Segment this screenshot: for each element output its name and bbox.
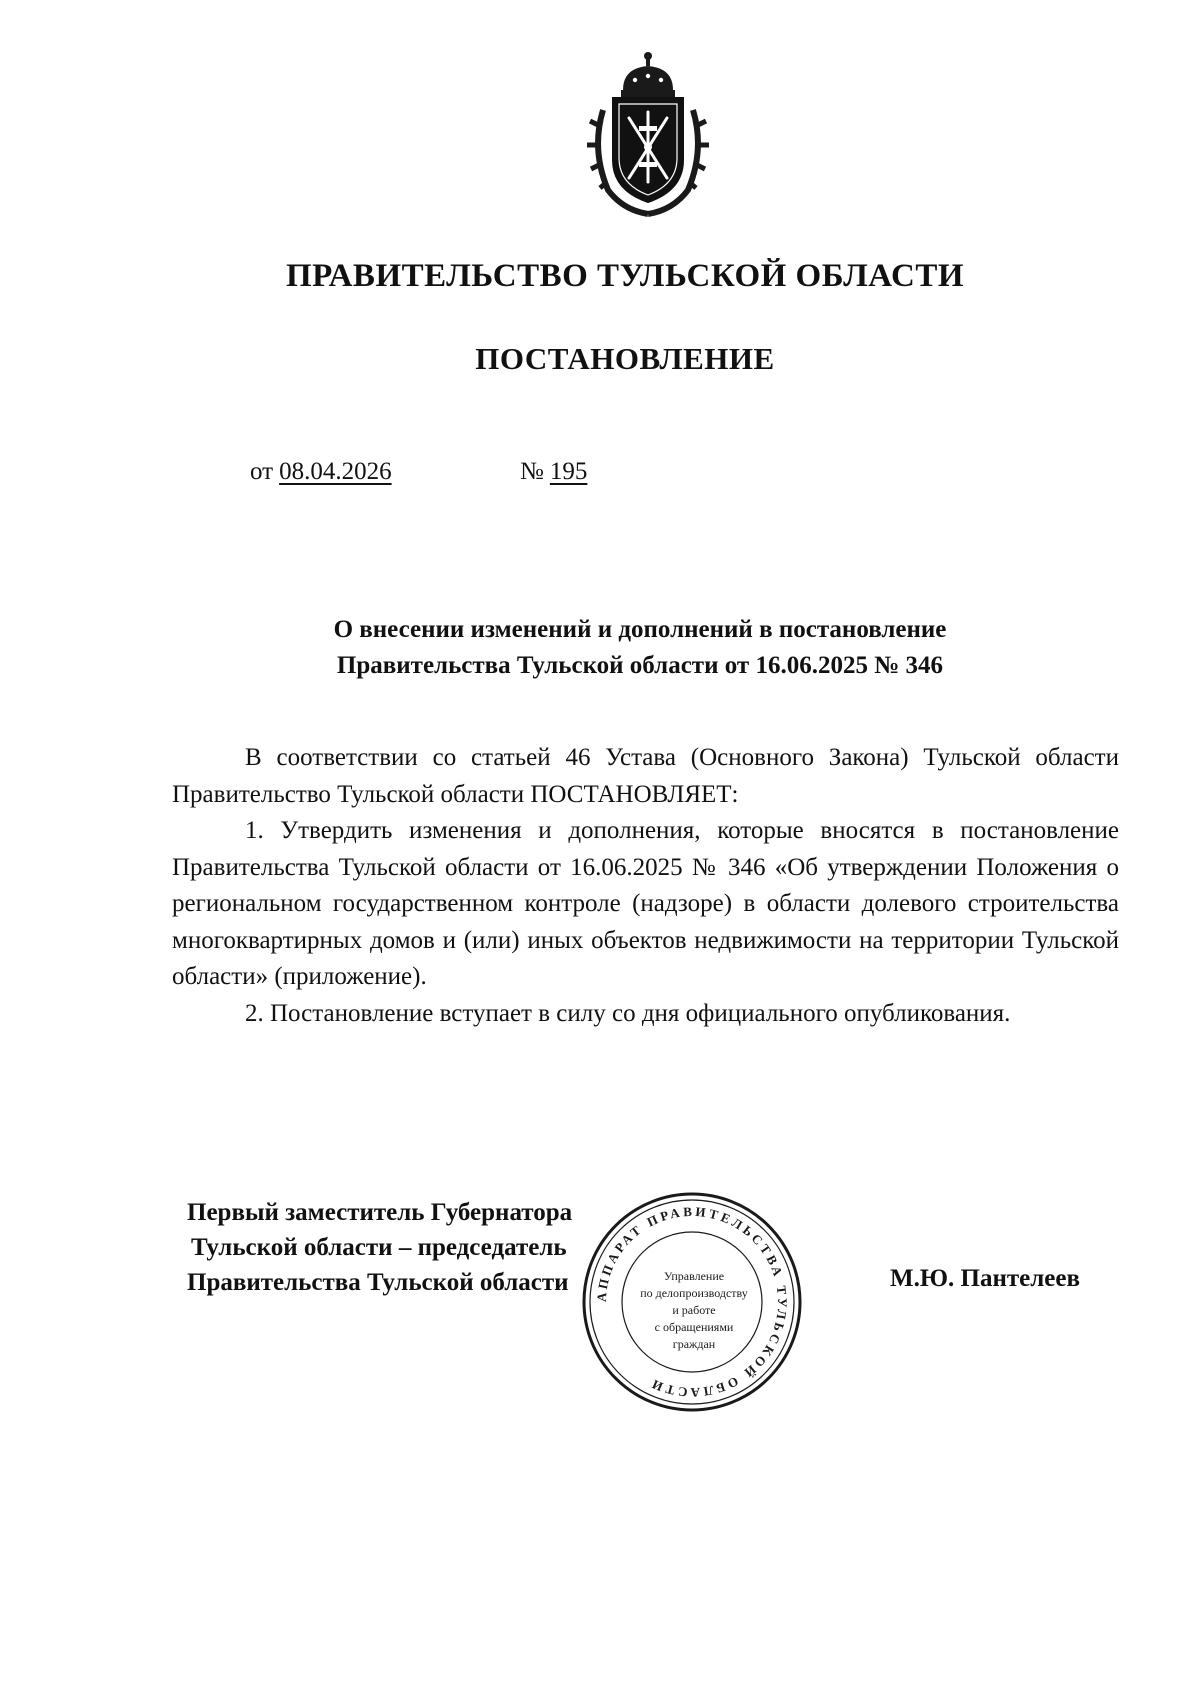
- signatory-position: [187, 1195, 572, 1300]
- document-number-block: [520, 458, 587, 486]
- number-prefix: №: [520, 458, 544, 485]
- subject-line-2: Правительства Тульской области от 16.06.2025 № 346: [336, 652, 944, 679]
- tula-coat-of-arms-icon: [583, 50, 713, 220]
- document-meta: [250, 458, 588, 486]
- body-paragraph: 2. Постановление вступает в силу со дня официального опубликования.: [245, 999, 1011, 1027]
- body-paragraph: 1. Утвердить изменения и дополнения, которые вносятся в постановление Правительства Тульской области от 16.06.2025 № 346 «Об утверждении Положения о региональном государственном контроле (надзоре) в области долевого строительства многоквартирных домов и (или) иных объектов недвижимости на территории Тульской области» (приложение).: [172, 817, 1119, 990]
- position-line-2: Тульской области – председатель: [191, 1234, 567, 1261]
- organization-title: ПРАВИТЕЛЬСТВО ТУЛЬСКОЙ ОБЛАСТИ: [286, 258, 964, 294]
- body-paragraph: В соответствии со статьей 46 Устава (Основного Закона) Тульской области Правительство Тульской области ПОСТАНОВЛЯЕТ:: [172, 744, 1119, 808]
- stamp-inner-line: граждан: [672, 1337, 716, 1351]
- document-type: ПОСТАНОВЛЕНИЕ: [475, 341, 775, 376]
- stamp-inner-line: и работе: [672, 1303, 716, 1317]
- document-date: 08.04.2026: [279, 458, 392, 485]
- stamp-inner-line: с обращениями: [654, 1320, 734, 1334]
- svg-text:АППАРАТ ПРАВИТЕЛЬСТВА ТУЛЬСКОЙ: [594, 1204, 790, 1400]
- official-seal-stamp: [578, 1188, 806, 1416]
- document-number: 195: [549, 458, 588, 485]
- stamp-inner-line: по делопроизводству: [640, 1286, 748, 1300]
- signatory-name: М.Ю. Пантелеев: [890, 1265, 1080, 1292]
- position-line-3: Правительства Тульской области: [187, 1269, 569, 1296]
- document-body: [172, 740, 1119, 1032]
- date-prefix: от: [250, 458, 274, 485]
- stamp-inner-line: Управление: [663, 1269, 725, 1283]
- subject-line-1: О внесении изменений и дополнений в постановление: [333, 616, 947, 643]
- document-subject: [0, 612, 1200, 684]
- stamp-outer-text: АППАРАТ ПРАВИТЕЛЬСТВА ТУЛЬСКОЙ ОБЛАСТИ: [593, 1203, 791, 1401]
- position-line-1: Первый заместитель Губернатора: [187, 1199, 573, 1226]
